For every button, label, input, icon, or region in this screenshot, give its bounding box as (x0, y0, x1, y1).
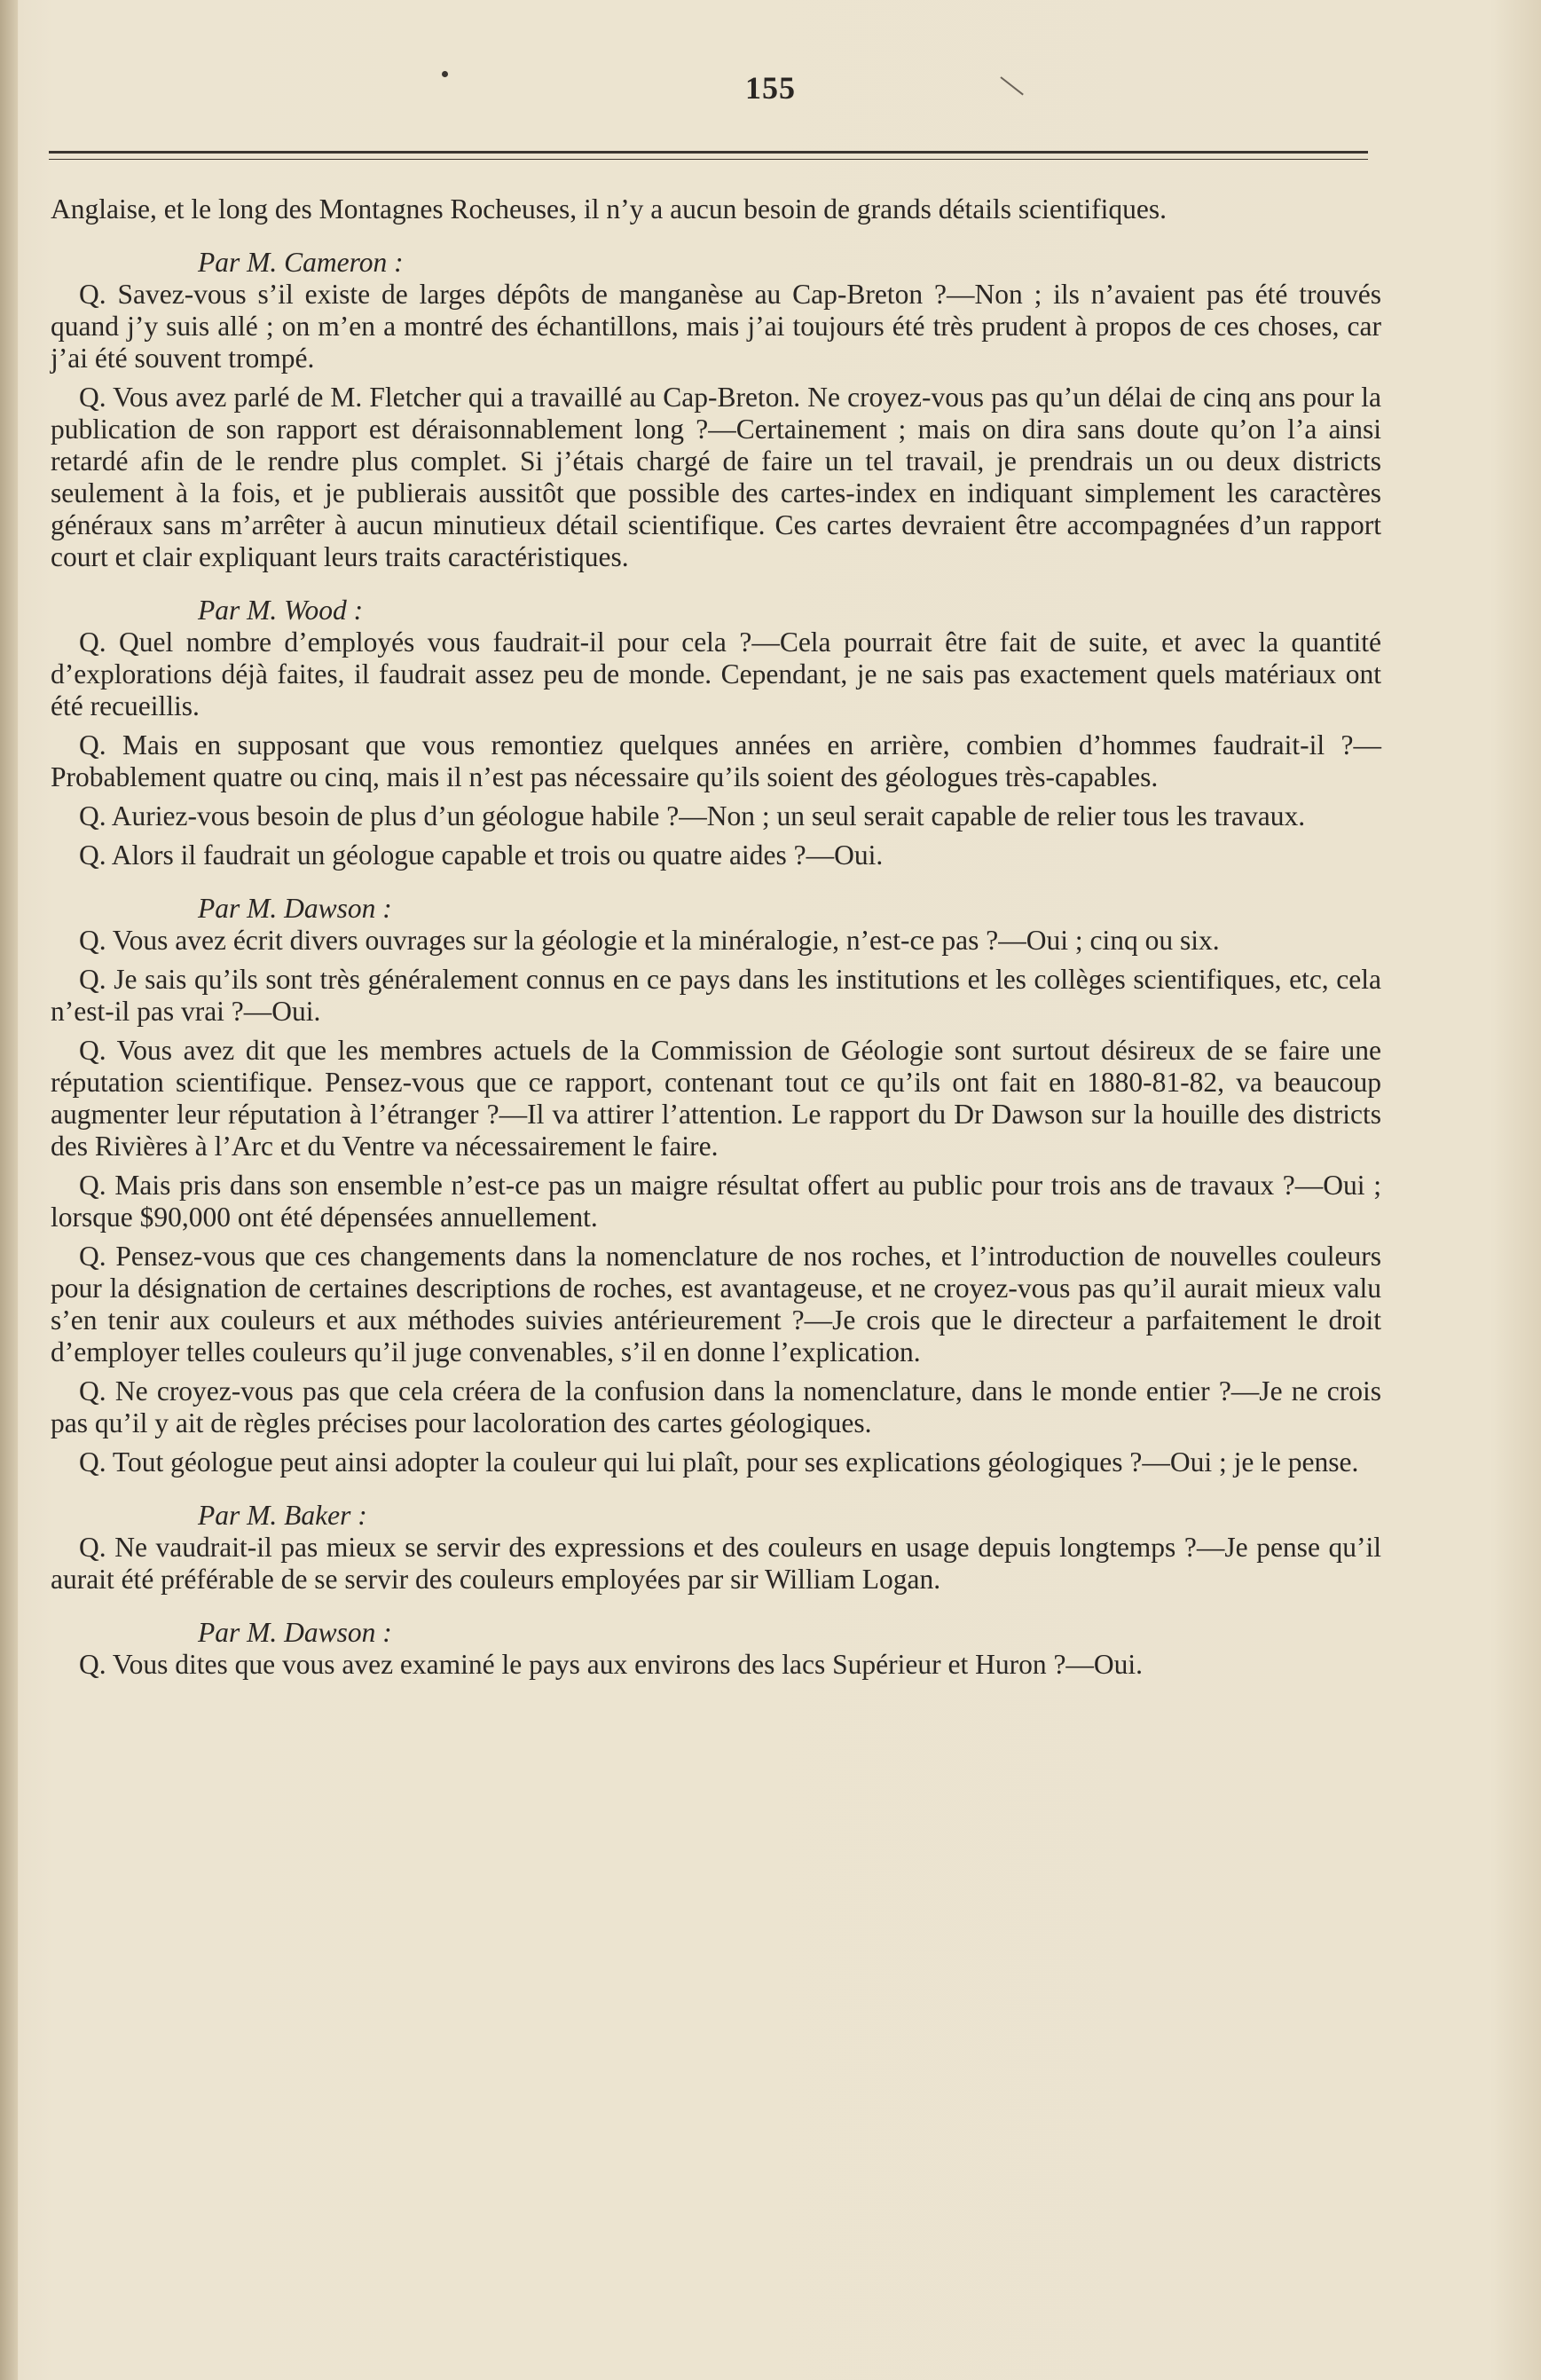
page-number: 155 (745, 70, 796, 106)
question-paragraph: Q. Vous avez parlé de M. Fletcher qui a travaillé au Cap-Breton. Ne croyez-vous pas qu’un délai de cinq ans pour la publication de son rapport est déraisonnablement long ?—Certainement ; mais on dira sans doute qu’on l’a ainsi retardé afin de le rendre plus complet. Si j’étais chargé de faire un tel travail, je prendrais un ou deux districts seulement à la fois, et je publierais aussitôt que possible des cartes-index en indiquant simplement les caractères généraux sans m’arrêter à aucun minutieux détail scientifique. Ces cartes devraient être accompagnées d’un rapport court et clair expliquant leurs traits caractéristiques. (51, 382, 1381, 572)
speaker-heading: Par M. Dawson : (198, 893, 392, 924)
question-paragraph: Q. Quel nombre d’employés vous faudrait-il pour cela ?—Cela pourrait être fait de suite, et avec la quantité d’explorations déjà faites, il faudrait assez peu de monde. Cependant, je ne sais pas exactement quels matériaux ont été recueillis. (51, 627, 1381, 721)
paragraph: Anglaise, et le long des Montagnes Rocheuses, il n’y a aucun besoin de grands détails scientifiques. (51, 193, 1167, 225)
question-paragraph: Q. Ne croyez-vous pas que cela créera de la confusion dans la nomenclature, dans le monde entier ?—Je ne crois pas qu’il y ait de règles précises pour lacoloration des cartes géologiques. (51, 1375, 1381, 1438)
header-rule-thick (49, 151, 1368, 154)
question-paragraph: Q. Mais pris dans son ensemble n’est-ce pas un maigre résultat offert au public pour trois ans de travaux ?—Oui ; lorsque $90,000 ont été dépensées annuellement. (51, 1170, 1381, 1233)
question-paragraph: Q. Vous avez dit que les membres actuels de la Commission de Géologie sont surtout désireux de se faire une réputation scientifique. Pensez-vous que ce rapport, contenant tout ce qu’ils ont fait en 1880-81-82, va beaucoup augmenter leur réputation à l’étranger ?—Il va attirer l’attention. Le rapport du Dr Dawson sur la houille des districts des Rivières à l’Arc et du Ventre va nécessairement le faire. (51, 1035, 1381, 1162)
question-paragraph: Q. Vous avez écrit divers ouvrages sur la géologie et la minéralogie, n’est-ce pas ?—Oui ; cinq ou six. (79, 925, 1220, 956)
speaker-heading: Par M. Wood : (198, 595, 364, 626)
question-paragraph: Q. Mais en supposant que vous remontiez quelques années en arrière, combien d’hommes faudrait-il ?—Probablement quatre ou cinq, mais il n’est pas nécessaire qu’ils soient des géologues très-capables. (51, 729, 1381, 792)
question-paragraph: Q. Vous dites que vous avez examiné le pays aux environs des lacs Supérieur et Huron ?—Oui. (79, 1649, 1144, 1680)
question-paragraph: Q. Alors il faudrait un géologue capable et trois ou quatre aides ?—Oui. (79, 839, 884, 871)
speaker-heading: Par M. Dawson : (198, 1617, 392, 1648)
question-paragraph: Q. Auriez-vous besoin de plus d’un géologue habile ?—Non ; un seul serait capable de relier tous les travaux. (79, 800, 1306, 831)
question-paragraph: Q. Ne vaudrait-il pas mieux se servir des expressions et des couleurs en usage depuis longtemps ?—Je pense qu’il aurait été préférable de se servir des couleurs employées par sir William Logan. (51, 1532, 1381, 1595)
body-text (51, 193, 1381, 1688)
question-paragraph: Q. Je sais qu’ils sont très généralement connus en ce pays dans les institutions et les collèges scientifiques, etc, cela n’est-il pas vrai ?—Oui. (51, 964, 1381, 1027)
header-rule-thin (49, 159, 1368, 160)
speaker-heading: Par M. Baker : (198, 1500, 367, 1531)
question-paragraph: Q. Savez-vous s’il existe de larges dépôts de manganèse au Cap-Breton ?—Non ; ils n’avaient pas été trouvés quand j’y suis allé ; on m’en a montré des échantillons, mais j’ai toujours été très prudent à propos de ces choses, car j’ai été souvent trompé. (51, 279, 1381, 374)
question-paragraph: Q. Tout géologue peut ainsi adopter la couleur qui lui plaît, pour ses explications géologiques ?—Oui ; je le pense. (79, 1446, 1359, 1478)
speaker-heading: Par M. Cameron : (198, 247, 404, 278)
page-binding-shadow (0, 0, 18, 2380)
question-paragraph: Q. Pensez-vous que ces changements dans la nomenclature de nos roches, et l’introduction de nouvelles couleurs pour la désignation de certaines descriptions de roches, est avantageuse, et ne croyez-vous pas qu’il aurait mieux valu s’en tenir aux couleurs et aux méthodes suivies antérieurement ?—Je crois que le directeur a parfaitement le droit d’employer telles couleurs qu’il juge convenables, s’il en donne l’explication. (51, 1241, 1381, 1367)
